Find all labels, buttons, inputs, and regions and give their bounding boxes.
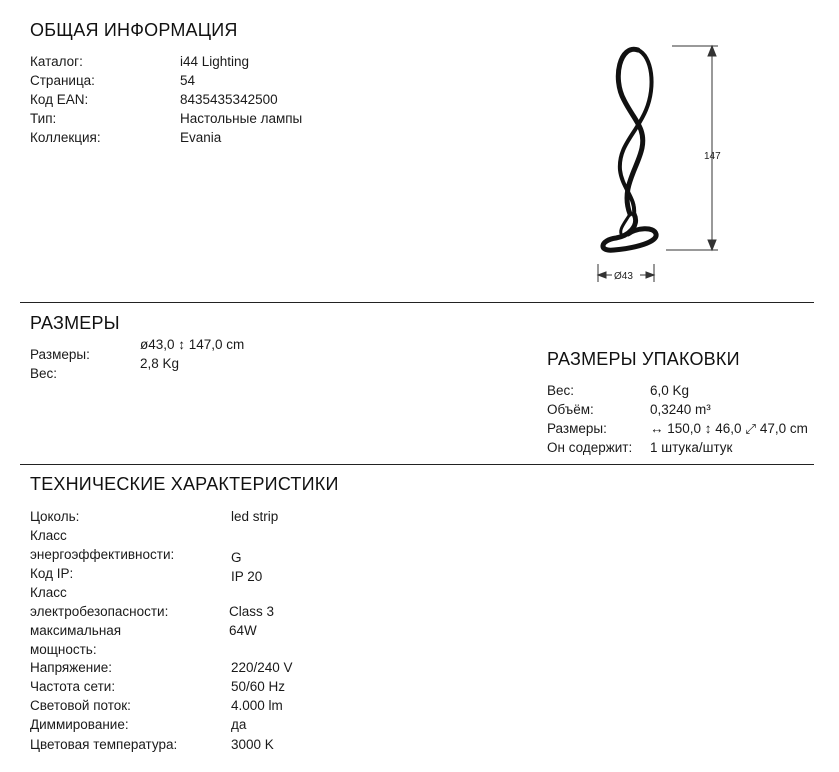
frequency-value: 50/60 Hz: [231, 679, 286, 694]
dimming-label: Диммирование:: [30, 717, 129, 732]
ip-value: IP 20: [231, 569, 263, 584]
ean-value: 8435435342500: [180, 92, 278, 107]
pack-volume-label: Объём:: [547, 402, 594, 417]
catalog-value: i44 Lighting: [180, 54, 250, 69]
divider-2: [20, 464, 814, 465]
collection-label: Коллекция:: [30, 130, 101, 145]
diameter-label: Ø43: [614, 271, 633, 282]
weight-value: 2,8 Kg: [140, 356, 180, 371]
dimming-value: да: [231, 717, 247, 732]
power-value: 64W: [229, 623, 257, 638]
power-label-line2: мощность:: [30, 642, 97, 657]
pack-contains-label: Он содержит:: [547, 440, 633, 455]
packaging-section-title: РАЗМЕРЫ УПАКОВКИ: [547, 349, 740, 369]
size-label: Размеры:: [30, 347, 90, 362]
color-temp-value: 3000 K: [231, 737, 274, 752]
safety-class-label-line1: Класс: [30, 585, 67, 600]
general-section-title: ОБЩАЯ ИНФОРМАЦИЯ: [30, 20, 238, 40]
energy-class-label-line2: энергоэффективности:: [30, 547, 175, 562]
pack-size-label: Размеры:: [547, 421, 607, 436]
divider-1: [20, 302, 814, 303]
type-value: Настольные лампы: [180, 111, 303, 126]
voltage-value: 220/240 V: [231, 660, 293, 675]
ean-label: Код EAN:: [30, 92, 89, 107]
dimensions-section-title: РАЗМЕРЫ: [30, 313, 120, 333]
pack-weight-label: Вес:: [547, 383, 575, 398]
voltage-label: Напряжение:: [30, 660, 113, 675]
page-label: Страница:: [30, 73, 95, 88]
color-temp-label: Цветовая температура:: [30, 737, 178, 752]
type-label: Тип:: [30, 111, 57, 126]
luminous-flux-value: 4.000 lm: [231, 698, 283, 713]
power-label-line1: максимальная: [30, 623, 122, 638]
weight-label: Вес:: [30, 366, 58, 381]
socket-value: led strip: [231, 509, 279, 524]
height-label: 147: [704, 151, 721, 162]
energy-class-value: G: [231, 550, 242, 565]
height-dimension: [666, 46, 718, 250]
catalog-label: Каталог:: [30, 54, 83, 69]
safety-class-label-line2: электробезопасности:: [30, 604, 169, 619]
collection-value: Evania: [180, 130, 222, 145]
frequency-label: Частота сети:: [30, 679, 116, 694]
lamp-silhouette: [603, 49, 656, 250]
socket-label: Цоколь:: [30, 509, 80, 524]
luminous-flux-label: Световой поток:: [30, 698, 131, 713]
page-value: 54: [180, 73, 196, 88]
pack-size-value: ↔ 150,0 ↕ 46,0 ⤢ 47,0 cm: [650, 421, 808, 436]
energy-class-label-line1: Класс: [30, 528, 67, 543]
pack-weight-value: 6,0 Kg: [650, 383, 690, 398]
size-value: ø43,0 ↕ 147,0 cm: [140, 337, 245, 352]
tech-section-title: ТЕХНИЧЕСКИЕ ХАРАКТЕРИСТИКИ: [30, 474, 339, 494]
pack-contains-value: 1 штука/штук: [650, 440, 733, 455]
ip-label: Код IP:: [30, 566, 74, 581]
product-drawing: [580, 38, 730, 288]
pack-volume-value: 0,3240 m³: [650, 402, 711, 417]
safety-class-value: Class 3: [229, 604, 275, 619]
